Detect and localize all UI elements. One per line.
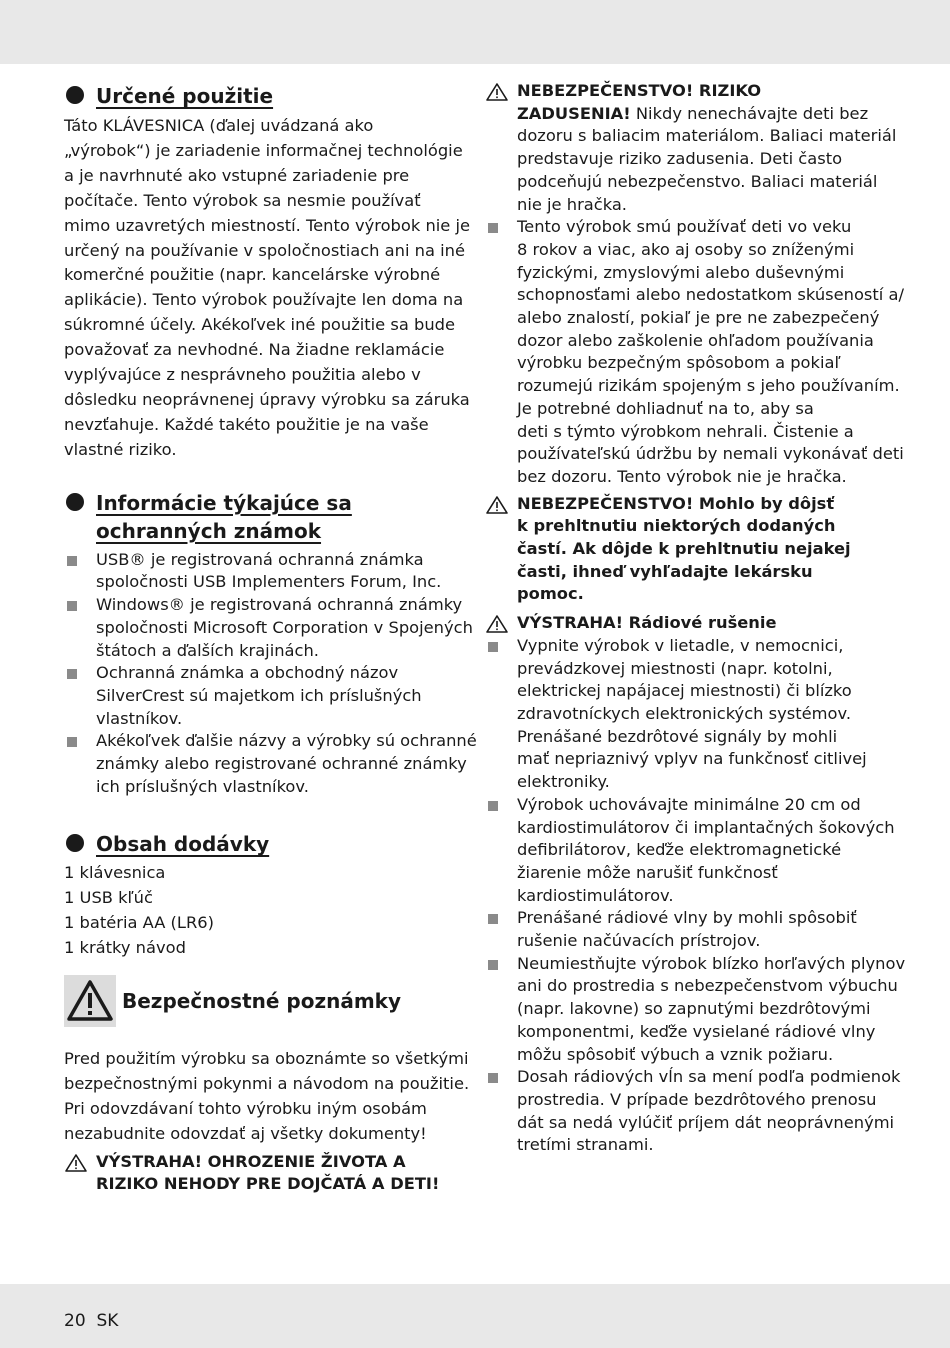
contents-list <box>64 861 464 961</box>
list-item: Dosah rádiových vĺn sa mení podľa podmienok prostredia. V prípade bezdrôtového prenosu dát sa nedá vylúčiť príjem dát neoprávnenými tretími stranami. <box>485 1066 887 1157</box>
right-column <box>485 80 906 1157</box>
page-footer-band <box>0 1284 950 1348</box>
square-bullet-icon <box>488 642 498 652</box>
square-bullet-icon <box>67 669 77 679</box>
square-bullet-icon <box>67 601 77 611</box>
warning-triangle-icon <box>485 82 509 102</box>
warning-triangle-icon <box>485 614 509 634</box>
bullet-icon <box>66 834 84 852</box>
section-heading-intended-use: Určené použitie <box>64 82 464 110</box>
section-heading-contents: Obsah dodávky <box>64 830 464 858</box>
page-header-band <box>0 0 950 64</box>
square-bullet-icon <box>488 914 498 924</box>
square-bullet-icon <box>488 801 498 811</box>
safety-intro-text: Pred použitím výrobku sa oboznámte so všetkými bezpečnostnými pokynmi a návodom na použitie. Pri odovzdávaní tohto výrobku iným osobám nezabudnite odovzdať aj všetky dokumenty! <box>64 1049 470 1143</box>
warning-triangle-icon <box>64 975 116 1027</box>
bullet-icon <box>66 86 84 104</box>
left-column <box>64 80 477 1196</box>
list-item: Vypnite výrobok v lietadle, v nemocnici, prevádzkovej miestnosti (napr. kotolni, elektrickej napájacej miestnosti) či blízko zdravotníckych elektronických systémov. Prenášané bezdrôtové signály by mohli mať nepriaznivý vplyv na funkčnosť citlivej elektroniky. <box>485 635 887 794</box>
list-item: Prenášané rádiové vlny by mohli spôsobiť rušenie načúvacích prístrojov. <box>485 907 887 952</box>
square-bullet-icon <box>488 223 498 233</box>
section-heading-trademarks: Informácie týkajúce sa ochranných známok <box>64 489 464 545</box>
list-item: 1 batéria AA (LR6) <box>64 913 214 933</box>
list-item: 1 USB kľúč <box>64 888 153 908</box>
trademarks-list <box>64 549 477 799</box>
intended-use-text: Táto KLÁVESNICA (ďalej uvádzaná ako „výrobok“) je zariadenie informačnej technológie a je navrhnuté ako vstupné zariadenie pre počítače. Tento výrobok sa nesmie používať mimo uzavretých miestností. Tento výrobok nie je určený na používanie v spoločnostiach ani na iné komerčné použitie (napr. kancelárske výrobné aplikácie). Tento výrobok používajte len doma na súkromné účely. Akékoľvek iné použitie sa bude považovať za nevhodné. Na žiadne reklamácie vyplývajúce z nesprávneho použitia alebo v dôsledku neoprávnenej úpravy výrobku sa záruka nevzťahuje. Každé takéto použitie je na vaše vlastné riziko. <box>64 116 471 459</box>
list-item: Ochranná známka a obchodný názov SilverCrest sú majetkom ich príslušných vlastníkov. <box>64 662 464 730</box>
list-item: Akékoľvek ďalšie názvy a výrobky sú ochranné známky alebo registrované ochranné známky ich príslušných vlastníkov. <box>64 730 464 798</box>
warning-radio: VÝSTRAHA! Rádiové rušenie <box>485 612 887 635</box>
list-item: Neumiestňujte výrobok blízko horľavých plynov ani do prostredia s nebezpečenstvom výbuchu (napr. lakovne) so zapnutými bezdrôtovými komponentmi, keďže vysielané rádiové vlny môžu spôsobiť výbuch a vznik požiaru. <box>485 953 887 1067</box>
list-item: 1 klávesnica <box>64 863 166 883</box>
page-number: 20 SK <box>64 1311 119 1331</box>
warning-swallow: NEBEZPEČENSTVO! Mohlo by dôjsť k prehltnutiu niektorých dodaných častí. Ak dôjde k prehltnutiu nejakej časti, ihneď vyhľadajte lekársku pomoc. <box>485 493 887 607</box>
warning-children: VÝSTRAHA! OHROZENIE ŽIVOTA A RIZIKO NEHODY PRE DOJČATÁ A DETI! <box>64 1151 464 1196</box>
square-bullet-icon <box>488 960 498 970</box>
list-item: Windows® je registrovaná ochranná známky spoločnosti Microsoft Corporation v Spojených štátoch a ďalších krajinách. <box>64 594 464 662</box>
square-bullet-icon <box>67 737 77 747</box>
square-bullet-icon <box>488 1073 498 1083</box>
warning-triangle-icon <box>64 1153 88 1173</box>
list-item: Výrobok uchovávajte minimálne 20 cm od kardiostimulátorov či implantačných šokových defibrilátorov, keďže elektromagnetické žiarenie môže narušiť funkčnosť kardiostimulátorov. <box>485 794 887 908</box>
warning-triangle-icon <box>485 495 509 515</box>
radio-list <box>485 635 906 1157</box>
square-bullet-icon <box>67 556 77 566</box>
list-item: USB® je registrovaná ochranná známka spoločnosti USB Implementers Forum, Inc. <box>64 549 464 594</box>
list-item: 1 krátky návod <box>64 938 186 958</box>
list-item: Tento výrobok smú používať deti vo veku 8 rokov a viac, ako aj osoby so zníženými fyzickými, zmyslovými alebo duševnými schopnosťami alebo nedostatkom skúseností a/ alebo znalostí, pokiaľ je pre ne zabezpečený dozor alebo zaškolenie ohľadom používania výrobku bezpečným spôsobom a pokiaľ rozumejú rizikám spojeným s jeho používaním. Je potrebné dohliadnuť na to, aby sa deti s týmto výrobkom nehrali. Čistenie a používateľskú údržbu by nemali vykonávať deti bez dozoru. Tento výrobok nie je hračka. <box>485 216 887 488</box>
bullet-icon <box>66 493 84 511</box>
warning-suffocation: NEBEZPEČENSTVO! RIZIKO ZADUSENIA! Nikdy nenechávajte deti bez dozoru s baliacim materiálom. Baliaci materiál predstavuje riziko zadusenia. Deti často podceňujú nebezpečenstvo. Baliaci materiál nie je hračka. <box>485 80 887 216</box>
warning-box <box>64 975 116 1027</box>
safety-heading: Bezpečnostné poznámky <box>64 975 464 1027</box>
